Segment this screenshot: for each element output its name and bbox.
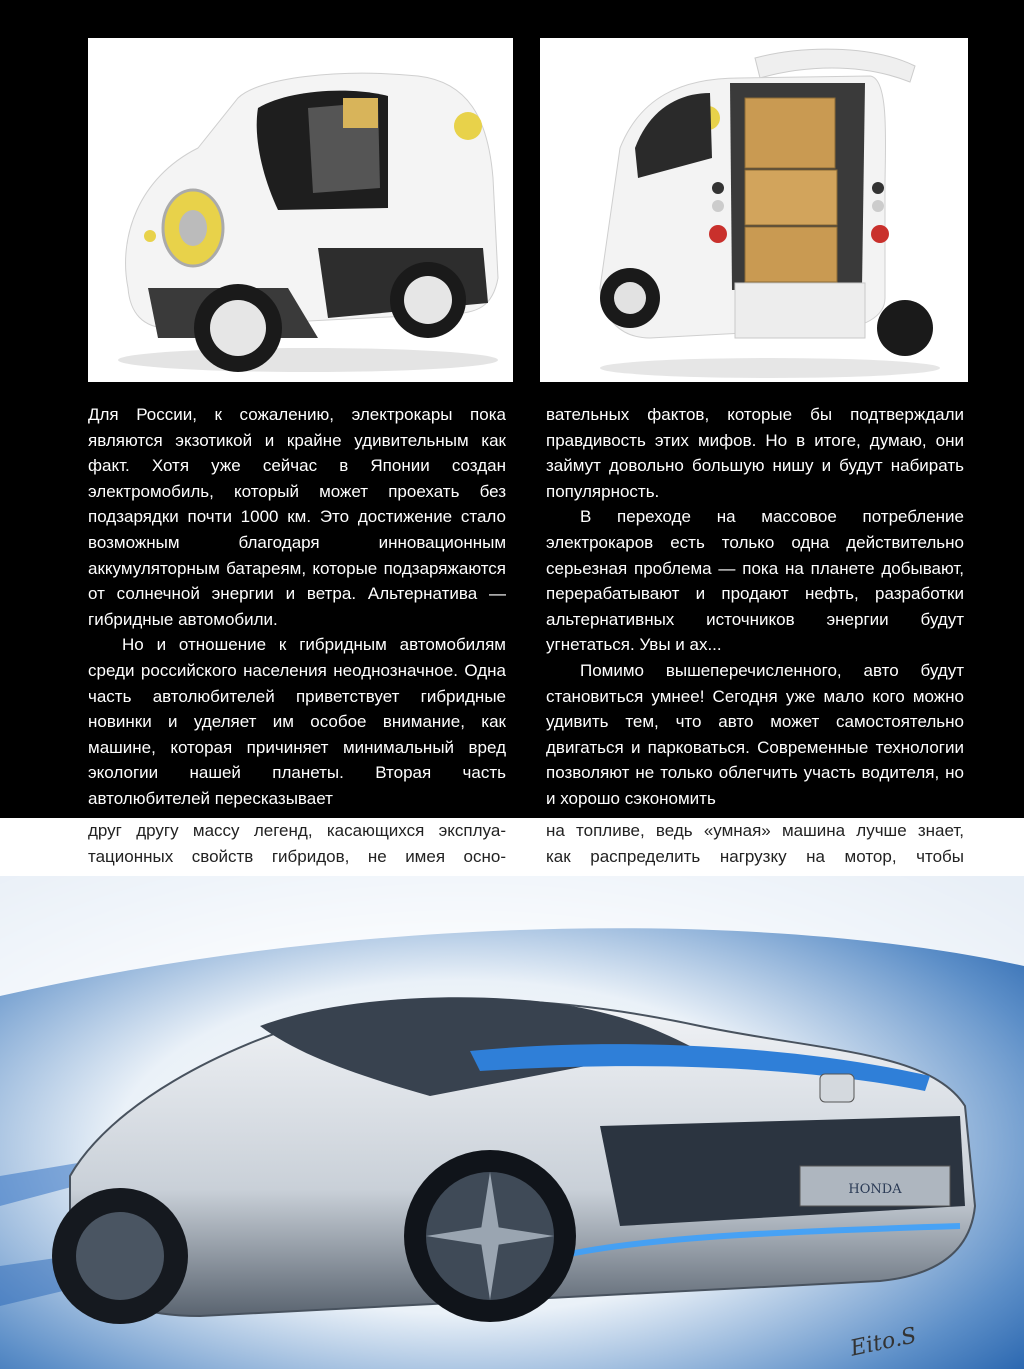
band-column-left xyxy=(88,818,506,869)
article-paragraph: Для России, к сожалению, электрокары пока являются экзотикой и крайне удивительным как факт. Хотя уже сейчас в Японии создан электромобиль, который может проехать без подзарядки почти 1000 км. Это достижение стало возможным благодаря инновационным аккумуляторным батареям, которые подзаряжаются от солнечной энергии и ветра. Альтернатива — гибридные автомобили. xyxy=(88,405,506,629)
honda-logo-badge xyxy=(820,1074,854,1102)
article-line: на топливе, ведь «умная» машина лучше знает, xyxy=(546,821,964,840)
photo-compact-ev xyxy=(88,38,513,382)
article-paragraph: вательных фактов, которые бы подтверждали правдивость этих мифов. Но в итоге, думаю, они займут довольно большую нишу и будут набирать популярность. xyxy=(546,405,964,501)
article-paragraph: Помимо вышеперечисленного, авто будут становиться умнее! Сегодня уже мало кого можно удивить тем, что авто может самостоятельно двигаться и парковаться. Современные технологии позволяют не только облегчить участь водителя, но и хорошо сэкономить xyxy=(546,660,964,808)
hero-car-sketch xyxy=(0,876,1024,1369)
text-band xyxy=(0,818,1024,876)
article-column-left xyxy=(88,402,506,812)
honda-concept-illustration xyxy=(0,876,1024,1369)
photo-delivery-ev xyxy=(540,38,968,382)
delivery-ev-illustration xyxy=(540,38,968,382)
license-plate-text: HONDA xyxy=(848,1182,902,1197)
article-line: тационных свойств гибридов, не имея осно- xyxy=(88,846,506,866)
band-column-right xyxy=(546,818,964,869)
article-line: друг другу массу легенд, касающихся эксплуа- xyxy=(88,821,506,840)
article-column-right xyxy=(546,402,964,812)
article-line: как распределить нагрузку на мотор, чтобы xyxy=(546,846,964,866)
article-paragraph: Но и отношение к гибридным автомобилям среди российского населения неоднозначное. Одна часть автолюбителей приветствует гибридные новинки и уделяет им особое внимание, как машине, которая причиняет минимальный вред экологии нашей планеты. Вторая часть автолюбителей пересказывает xyxy=(88,635,506,808)
compact-ev-illustration xyxy=(88,38,513,382)
article-paragraph: В переходе на массовое потребление электрокаров есть только одна действительно серьезная проблема — пока на планете добывают, перерабатывают и продают нефть, разработки альтернативных источников энергии будут угнетаться. Увы и ах... xyxy=(546,507,964,655)
artist-signature: Eito.S xyxy=(848,1323,919,1362)
